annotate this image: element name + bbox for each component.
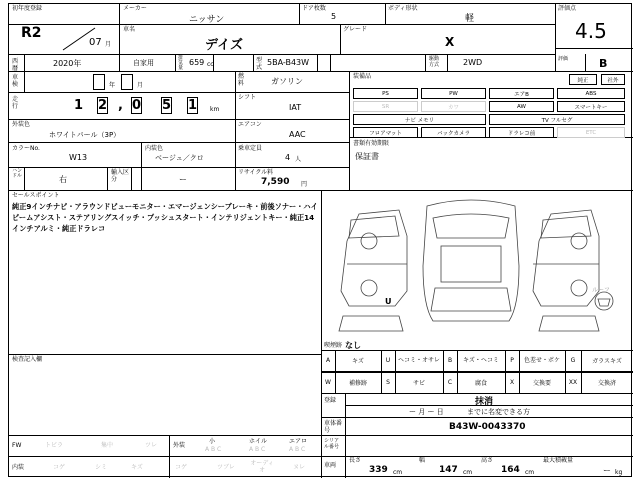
interior-item: コゲ bbox=[175, 464, 188, 471]
equip-item: TV フルセグ bbox=[489, 114, 625, 125]
interior-item: キズ bbox=[131, 464, 143, 471]
recycle-unit: 円 bbox=[301, 181, 308, 188]
legend-key: W bbox=[325, 378, 331, 386]
legend-key: P bbox=[510, 357, 514, 364]
reg-label: 初年度登録 bbox=[12, 5, 43, 12]
equip-item: スマートキー bbox=[557, 101, 625, 112]
ext-color-value: ホワイトパール（3P） bbox=[49, 131, 121, 139]
legend-value: ヘコミ・オサレ bbox=[398, 357, 440, 364]
length-value: 339 bbox=[369, 465, 388, 475]
interior-item: オーディオ bbox=[250, 460, 274, 474]
ac-value: AAC bbox=[289, 130, 306, 139]
width-label: 幅 bbox=[419, 457, 426, 464]
recycle-value: 7,590 bbox=[261, 177, 290, 187]
exterior-grade: A B C bbox=[289, 446, 306, 453]
legend-value: 交換要 bbox=[532, 379, 551, 387]
interior-label: 内装 bbox=[12, 464, 25, 471]
height-value: 164 bbox=[501, 465, 520, 475]
serial-label: シリアル番号 bbox=[324, 438, 340, 450]
load-label: 最大積載量 bbox=[543, 457, 574, 464]
equip-item: フロアマット bbox=[353, 127, 418, 138]
auction-sheet bbox=[8, 3, 632, 477]
equip-item: PS bbox=[353, 88, 418, 99]
equip-item: AW bbox=[489, 101, 554, 112]
legend-key: C bbox=[447, 378, 453, 386]
equip-item: カワ bbox=[421, 101, 486, 112]
transfer-date: ー 月 ー 日 bbox=[409, 408, 444, 416]
equip-aftermarket: 社外 bbox=[601, 74, 625, 85]
exterior-grade: A B C bbox=[249, 446, 266, 453]
length-unit: cm bbox=[393, 469, 403, 476]
year-label: 西暦 bbox=[12, 58, 19, 72]
smell-value: なし bbox=[345, 341, 361, 350]
fuel-label: 燃料 bbox=[238, 73, 245, 87]
legend-key: A bbox=[325, 357, 331, 364]
equip-item: ドラレコ前 bbox=[489, 127, 554, 138]
mileage-digit: 1 bbox=[73, 98, 84, 113]
sales-label: セールスポイント bbox=[12, 192, 60, 199]
exterior-label: 外装 bbox=[173, 442, 186, 449]
interior-item: シミ bbox=[95, 464, 108, 471]
fw-item: 集中 bbox=[101, 442, 114, 449]
damage-legend bbox=[321, 350, 633, 393]
handle-label: ハンドル bbox=[12, 168, 23, 179]
mileage-odometer bbox=[53, 92, 223, 119]
import-label: 輸入区分 bbox=[111, 169, 130, 183]
shift-value: IAT bbox=[289, 103, 302, 112]
fw-item: ツレ bbox=[145, 442, 158, 449]
shaken-year-unit: 年 bbox=[109, 82, 116, 89]
mileage-digit: 1 bbox=[187, 98, 198, 113]
registration-status: 抹消 bbox=[475, 397, 494, 407]
shaken-label: 車検 bbox=[12, 74, 19, 88]
documents-label: 書類有効期限 bbox=[353, 140, 390, 147]
purpose-value: 自家用 bbox=[133, 59, 154, 67]
doors-label: ドア枚数 bbox=[302, 5, 326, 12]
legend-value: キズ・ヘコミ bbox=[463, 357, 499, 364]
vin-value: B43W-0043370 bbox=[449, 422, 526, 432]
equip-genuine: 純正 bbox=[569, 74, 597, 85]
interior-item: ヌレ bbox=[293, 464, 306, 471]
legend-key: B bbox=[447, 357, 453, 364]
body-value: 軽 bbox=[465, 14, 475, 24]
registration-label: 登録 bbox=[324, 397, 337, 404]
int-color-label: 内装色 bbox=[145, 145, 164, 152]
legend-key: G bbox=[570, 357, 576, 364]
legend-value: 色差せ・ボケ bbox=[523, 357, 560, 364]
legend-value: 腐食 bbox=[474, 379, 487, 387]
reg-month-unit: 月 bbox=[105, 41, 112, 48]
reg-month: 07 bbox=[89, 37, 102, 48]
interior-item: ツブレ bbox=[217, 464, 235, 471]
car-name-value: デイズ bbox=[205, 38, 243, 53]
color-no-label: カラーNo. bbox=[12, 145, 40, 152]
fw-item: トビラ bbox=[45, 442, 64, 449]
mileage-digit: , bbox=[118, 98, 123, 113]
roof-keyword: ルーフ bbox=[592, 287, 610, 294]
size-label: 車両 bbox=[324, 462, 337, 469]
color-no-value: W13 bbox=[69, 153, 88, 162]
shaken-month-box bbox=[121, 74, 133, 90]
equipment-label: 装備品 bbox=[353, 73, 372, 80]
exterior-grade: A B C bbox=[205, 446, 222, 453]
vin-label: 車体番号 bbox=[324, 420, 343, 434]
displacement-label: 排気量 bbox=[178, 55, 184, 71]
equip-item: SR bbox=[353, 101, 418, 112]
length-label: 長さ bbox=[349, 457, 362, 464]
score-value: 4.5 bbox=[575, 19, 607, 43]
import-value: ー bbox=[179, 175, 187, 184]
year-value: 2020年 bbox=[53, 59, 82, 68]
load-value: ー bbox=[603, 466, 611, 475]
smell-label: 喫煙跡 bbox=[324, 342, 343, 349]
model-label: 型式 bbox=[256, 57, 263, 71]
recycle-label: リサイクル料 bbox=[238, 169, 274, 176]
doors-value: 5 bbox=[331, 12, 337, 21]
mileage-label: 走行 bbox=[12, 96, 19, 110]
capacity-unit: 人 bbox=[295, 156, 302, 163]
body-label: ボディ形状 bbox=[388, 5, 418, 12]
inspection-value: B bbox=[599, 57, 608, 70]
capacity-value: 4 bbox=[285, 153, 291, 162]
shaken-month-unit: 月 bbox=[137, 82, 144, 89]
legend-value: 補修跡 bbox=[348, 379, 367, 387]
width-value: 147 bbox=[439, 465, 458, 475]
maker-value: ニッサン bbox=[189, 15, 225, 25]
fuel-value: ガソリン bbox=[271, 77, 303, 86]
inspection-label: 評価 bbox=[558, 56, 569, 62]
exterior-item: ホイル bbox=[249, 438, 268, 445]
equip-item: ナビ メモリ bbox=[353, 114, 486, 125]
equip-item: ABS bbox=[557, 88, 625, 99]
equip-item: PW bbox=[421, 88, 486, 99]
ext-color-label: 外装色 bbox=[12, 121, 31, 128]
equip-item: エアB bbox=[489, 88, 554, 99]
notes-label: 検査記入欄 bbox=[12, 356, 43, 363]
handle-value: 右 bbox=[59, 175, 67, 184]
drive-label: 駆動方式 bbox=[429, 56, 440, 68]
legend-value: 交換済 bbox=[597, 379, 616, 387]
reg-era: R2 bbox=[21, 25, 42, 41]
transfer-text: までに名変できる方 bbox=[467, 408, 530, 416]
fw-label: FW bbox=[12, 442, 22, 449]
damage-mark-u: U bbox=[385, 297, 392, 306]
legend-value: キズ bbox=[352, 358, 364, 365]
drive-value: 2WD bbox=[463, 58, 483, 67]
car-name-label: 車名 bbox=[123, 26, 136, 33]
sales-text: 純正9インチナビ・アラウンドビューモニター・エマージェンシーブレーキ・前後ソナー・ハイビームアシスト・ステアリングスイッチ・プッシュスタート・インテリジェントキー・純正14インチアルミ・純正ドラレコ bbox=[12, 202, 318, 233]
exterior-item: エアロ bbox=[289, 438, 308, 445]
ac-label: エアコン bbox=[238, 121, 262, 128]
shift-label: シフト bbox=[238, 94, 257, 101]
legend-key: S bbox=[386, 378, 390, 386]
legend-key: X bbox=[509, 378, 515, 386]
legend-value: ガラスキズ bbox=[592, 358, 622, 365]
equip-item: バックカメラ bbox=[421, 127, 486, 138]
interior-item: コゲ bbox=[53, 464, 66, 471]
legend-value: サビ bbox=[412, 379, 425, 387]
documents-value: 保証書 bbox=[355, 152, 379, 161]
displacement-value: 659 bbox=[189, 58, 205, 67]
mileage-digit: 2 bbox=[97, 98, 108, 113]
height-label: 高さ bbox=[481, 457, 494, 464]
car-damage-diagram bbox=[329, 196, 629, 336]
grade-label: グレード bbox=[343, 26, 368, 33]
legend-key: XX bbox=[568, 378, 578, 386]
equip-item: ETC bbox=[557, 127, 625, 138]
displacement-unit: cc bbox=[207, 61, 214, 68]
exterior-item: 小 bbox=[209, 438, 216, 445]
model-value: 5BA-B43W bbox=[267, 58, 310, 67]
shaken-year-box bbox=[93, 74, 105, 90]
width-unit: cm bbox=[463, 469, 473, 476]
score-label: 評価点 bbox=[558, 5, 577, 12]
legend-key: U bbox=[385, 357, 391, 364]
maker-label: メーカー bbox=[123, 5, 147, 12]
grade-value: X bbox=[445, 35, 455, 49]
height-unit: cm bbox=[525, 469, 535, 476]
mileage-digit: 0 bbox=[131, 98, 142, 113]
load-unit: kg bbox=[615, 469, 623, 476]
mileage-unit: km bbox=[210, 106, 220, 113]
int-color-value: ベージュ／クロ bbox=[155, 154, 204, 162]
mileage-digit: 5 bbox=[161, 98, 172, 113]
capacity-label: 乗車定員 bbox=[238, 145, 263, 152]
